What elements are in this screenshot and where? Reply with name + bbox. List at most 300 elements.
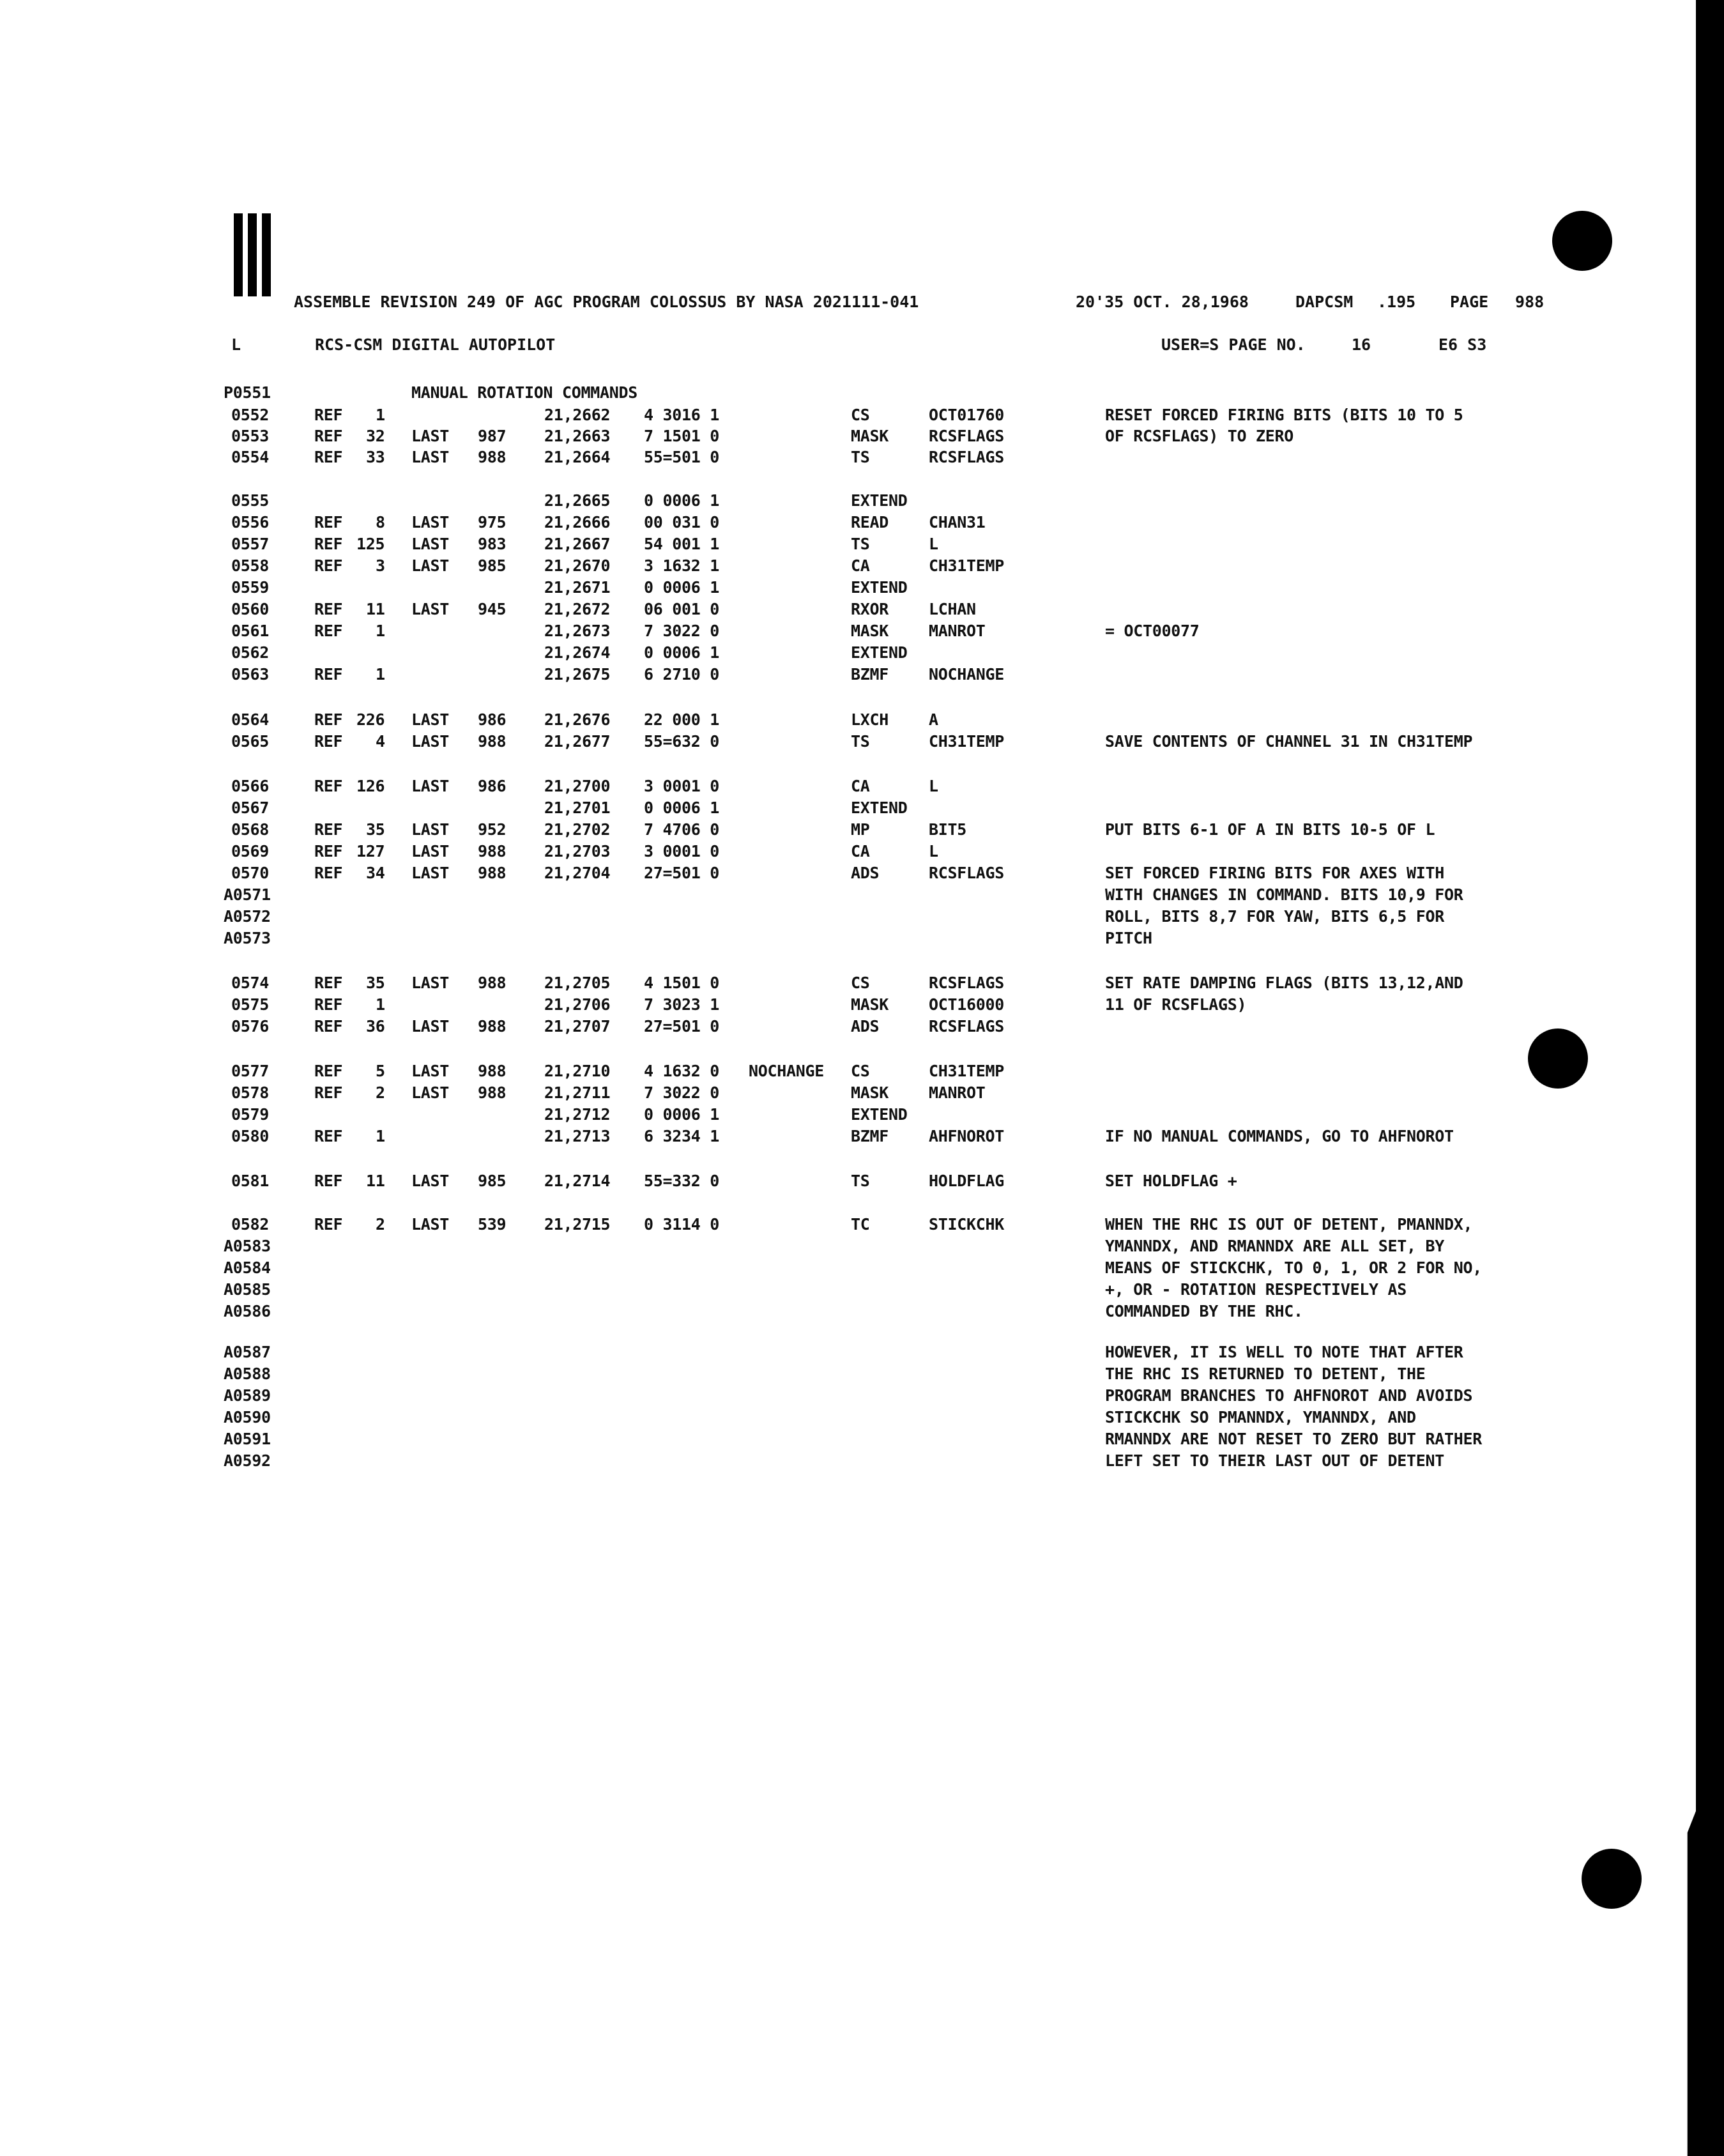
opcode: EXTEND [851,643,908,662]
octal-code: 22 000 1 [644,710,720,729]
address: 21,2665 [544,491,611,510]
operand: NOCHANGE [929,665,1005,684]
listing-row [0,1428,1696,1450]
operand: CHAN31 [929,513,986,531]
octal-code: 6 3234 1 [644,1127,720,1145]
opcode: CA [851,556,870,575]
octal-code: 55=332 0 [644,1172,720,1190]
address: 21,2711 [544,1083,611,1102]
line-number: A0589 [224,1386,271,1405]
remark: RESET FORCED FIRING BITS (BITS 10 TO 5 [1105,406,1463,424]
operand: STICKCHK [929,1215,1005,1234]
octal-code: 0 0006 1 [644,578,720,597]
line-number: A0572 [224,907,271,926]
listing-row [0,1301,1696,1322]
ref-flag: REF [314,622,343,640]
octal-code: 7 3023 1 [644,995,720,1014]
last-page: 985 [478,556,507,575]
listing-row [0,797,1696,819]
address: 21,2705 [544,974,611,992]
listing-row [0,1214,1696,1235]
ref-count: 1 [376,622,385,640]
last-label: LAST [411,777,450,795]
line-number: 0575 [231,995,270,1014]
remark: YMANNDX, AND RMANNDX ARE ALL SET, BY [1105,1237,1445,1255]
address: 21,2707 [544,1017,611,1036]
line-number: A0590 [224,1408,271,1426]
listing-row [0,1342,1696,1363]
listing-row [0,709,1696,731]
ref-flag: REF [314,864,343,882]
listing-row [0,972,1696,994]
ref-flag: REF [314,513,343,531]
remark: WHEN THE RHC IS OUT OF DETENT, PMANNDX, [1105,1215,1473,1234]
line-number: A0571 [224,885,271,904]
remark: IF NO MANUAL COMMANDS, GO TO AHFNOROT [1105,1127,1454,1145]
opcode: TS [851,1172,870,1190]
operand: OCT01760 [929,406,1005,424]
ref-flag: REF [314,600,343,618]
listing-row [0,1450,1696,1472]
ref-count: 125 [356,535,385,553]
ref-flag: REF [314,710,343,729]
line-number: 0553 [231,427,270,445]
address: 21,2714 [544,1172,611,1190]
opcode: EXTEND [851,1105,908,1124]
operand: RCSFLAGS [929,864,1005,882]
octal-code: 54 001 1 [644,535,720,553]
octal-code: 55=632 0 [644,732,720,751]
listing-row [0,555,1696,577]
address: 21,2703 [544,842,611,860]
line-number: A0586 [224,1302,271,1320]
opcode: MASK [851,1083,889,1102]
last-page: 975 [478,513,507,531]
listing-row [0,1060,1696,1082]
line-number: A0583 [224,1237,271,1255]
address: 21,2662 [544,406,611,424]
line-number: A0584 [224,1258,271,1277]
line-number: 0570 [231,864,270,882]
ref-count: 127 [356,842,385,860]
last-page: 945 [478,600,507,618]
octal-code: 27=501 0 [644,1017,720,1036]
address: 21,2676 [544,710,611,729]
line-number: 0552 [231,406,270,424]
operand: L [929,535,938,553]
remark: PITCH [1105,929,1152,947]
ref-count: 3 [376,556,385,575]
line-number: A0573 [224,929,271,947]
section-comment: MANUAL ROTATION COMMANDS [411,383,638,402]
remark: OF RCSFLAGS) TO ZERO [1105,427,1294,445]
opcode: LXCH [851,710,889,729]
last-label: LAST [411,1083,450,1102]
address: 21,2663 [544,427,611,445]
opcode: READ [851,513,889,531]
ref-flag: REF [314,1062,343,1080]
ref-flag: REF [314,535,343,553]
opcode: ADS [851,864,880,882]
users-page-number: 16 [1352,335,1371,354]
address: 21,2671 [544,578,611,597]
last-page: 988 [478,732,507,751]
ref-count: 2 [376,1083,385,1102]
remark: LEFT SET TO THEIR LAST OUT OF DETENT [1105,1451,1445,1470]
line-number: A0585 [224,1280,271,1299]
last-label: LAST [411,1017,450,1036]
address: 21,2712 [544,1105,611,1124]
octal-code: 3 0001 0 [644,777,720,795]
line-number: 0556 [231,513,270,531]
line-number: 0558 [231,556,270,575]
ref-flag: REF [314,974,343,992]
last-label: LAST [411,427,450,445]
line-number: 0577 [231,1062,270,1080]
line-number: 0578 [231,1083,270,1102]
ref-count: 11 [366,600,385,618]
octal-code: 0 0006 1 [644,799,720,817]
line-number: 0569 [231,842,270,860]
last-page: 987 [478,427,507,445]
last-page: 988 [478,974,507,992]
header-datetime: 20'35 OCT. 28,1968 [1076,293,1249,311]
line-number: 0554 [231,448,270,466]
operand: MANROT [929,622,986,640]
operand: L [929,842,938,860]
listing-row [0,382,1696,404]
line-number: 0561 [231,622,270,640]
opcode: TS [851,535,870,553]
last-page: 988 [478,448,507,466]
ref-flag: REF [314,732,343,751]
listing-row [0,1170,1696,1192]
operand: HOLDFLAG [929,1172,1005,1190]
octal-code: 3 1632 1 [644,556,720,575]
opcode: EXTEND [851,491,908,510]
last-label: LAST [411,842,450,860]
address: 21,2675 [544,665,611,684]
ref-flag: REF [314,1172,343,1190]
opcode: CS [851,974,870,992]
line-number: 0560 [231,600,270,618]
listing-row [0,862,1696,884]
ref-count: 35 [366,974,385,992]
line-number: 0579 [231,1105,270,1124]
ref-flag: REF [314,842,343,860]
remark: PROGRAM BRANCHES TO AHFNOROT AND AVOIDS [1105,1386,1473,1405]
opcode: ADS [851,1017,880,1036]
listing-row [0,1126,1696,1147]
address: 21,2666 [544,513,611,531]
line-number: 0563 [231,665,270,684]
line-number: 0581 [231,1172,270,1190]
remark: 11 OF RCSFLAGS) [1105,995,1247,1014]
octal-code: 7 3022 0 [644,622,720,640]
opcode: MASK [851,995,889,1014]
ref-count: 4 [376,732,385,751]
ref-count: 32 [366,427,385,445]
address: 21,2701 [544,799,611,817]
listing-row [0,620,1696,642]
address: 21,2702 [544,820,611,839]
ref-flag: REF [314,995,343,1014]
last-label: LAST [411,732,450,751]
ref-count: 33 [366,448,385,466]
ref-count: 5 [376,1062,385,1080]
remark: RMANNDX ARE NOT RESET TO ZERO BUT RATHER [1105,1430,1483,1448]
remark: SAVE CONTENTS OF CHANNEL 31 IN CH31TEMP [1105,732,1473,751]
remark: +, OR - ROTATION RESPECTIVELY AS [1105,1280,1407,1299]
ref-flag: REF [314,665,343,684]
octal-code: 27=501 0 [644,864,720,882]
listing-row [0,928,1696,949]
listing-subheader [0,335,1696,361]
opcode: MP [851,820,870,839]
address: 21,2704 [544,864,611,882]
octal-code: 06 001 0 [644,600,720,618]
operand: AHFNOROT [929,1127,1005,1145]
punch-hole-top [1552,211,1612,271]
listing-row [0,599,1696,620]
octal-code: 4 1632 0 [644,1062,720,1080]
address: 21,2677 [544,732,611,751]
opcode: EXTEND [851,578,908,597]
last-page: 986 [478,777,507,795]
last-page: 952 [478,820,507,839]
remark: WITH CHANGES IN COMMAND. BITS 10,9 FOR [1105,885,1463,904]
punch-hole-bottom [1582,1849,1642,1909]
line-number: A0588 [224,1365,271,1383]
listing-row [0,1279,1696,1301]
octal-code: 55=501 0 [644,448,720,466]
listing-row [0,841,1696,862]
ref-flag: REF [314,1215,343,1234]
listing-row [0,577,1696,599]
line-number: 0555 [231,491,270,510]
ref-flag: REF [314,777,343,795]
operand: OCT16000 [929,995,1005,1014]
ref-count: 11 [366,1172,385,1190]
listing-row [0,1235,1696,1257]
last-label: LAST [411,1215,450,1234]
opcode: BZMF [851,665,889,684]
octal-code: 0 0006 1 [644,643,720,662]
opcode: TS [851,448,870,466]
operand: L [929,777,938,795]
last-page: 986 [478,710,507,729]
last-label: LAST [411,513,450,531]
last-label: LAST [411,535,450,553]
last-page: 988 [478,842,507,860]
address: 21,2713 [544,1127,611,1145]
listing-row [0,994,1696,1016]
remark: STICKCHK SO PMANNDX, YMANNDX, AND [1105,1408,1416,1426]
ref-count: 36 [366,1017,385,1036]
octal-code: 00 031 0 [644,513,720,531]
address: 21,2715 [544,1215,611,1234]
listing-row [0,642,1696,664]
listing-row [0,1257,1696,1279]
octal-code: 7 1501 0 [644,427,720,445]
address: 21,2706 [544,995,611,1014]
remark: = OCT00077 [1105,622,1200,640]
last-label: LAST [411,820,450,839]
ref-flag: REF [314,1083,343,1102]
ref-flag: REF [314,406,343,424]
ref-flag: REF [314,556,343,575]
header-code: .195 [1377,293,1416,311]
line-number: 0574 [231,974,270,992]
listing-row [0,1082,1696,1104]
listing-row [0,1385,1696,1407]
address: 21,2674 [544,643,611,662]
ref-flag: REF [314,1127,343,1145]
remark: HOWEVER, IT IS WELL TO NOTE THAT AFTER [1105,1343,1463,1361]
last-label: LAST [411,1172,450,1190]
ref-count: 2 [376,1215,385,1234]
operand: A [929,710,938,729]
listing-row [0,1363,1696,1385]
listing-row [0,906,1696,928]
remark: COMMANDED BY THE RHC. [1105,1302,1303,1320]
opcode: TC [851,1215,870,1234]
address: 21,2710 [544,1062,611,1080]
remark: SET RATE DAMPING FLAGS (BITS 13,12,AND [1105,974,1463,992]
listing-row [0,1016,1696,1037]
octal-code: 3 0001 0 [644,842,720,860]
line-number: 0557 [231,535,270,553]
line-number: A0591 [224,1430,271,1448]
ref-flag: REF [314,427,343,445]
ref-flag: REF [314,820,343,839]
remark: THE RHC IS RETURNED TO DETENT, THE [1105,1365,1426,1383]
subheader-ref: E6 S3 [1438,335,1487,354]
operand: CH31TEMP [929,1062,1005,1080]
octal-code: 4 1501 0 [644,974,720,992]
opcode: CS [851,406,870,424]
last-page: 988 [478,1062,507,1080]
line-number: A0592 [224,1451,271,1470]
line-number: 0568 [231,820,270,839]
ref-count: 35 [366,820,385,839]
last-label: LAST [411,448,450,466]
octal-code: 7 3022 0 [644,1083,720,1102]
ref-count: 8 [376,513,385,531]
line-number: 0565 [231,732,270,751]
listing-row [0,447,1696,468]
line-number: 0559 [231,578,270,597]
listing-row [0,1104,1696,1126]
line-number: 0576 [231,1017,270,1036]
listing-row [0,664,1696,685]
opcode: CA [851,777,870,795]
ref-count: 1 [376,406,385,424]
last-label: LAST [411,556,450,575]
last-label: LAST [411,710,450,729]
listing-row [0,819,1696,841]
octal-code: 4 3016 1 [644,406,720,424]
opcode: TS [851,732,870,751]
address: 21,2664 [544,448,611,466]
last-label: LAST [411,974,450,992]
operand: CH31TEMP [929,556,1005,575]
last-page: 988 [478,1017,507,1036]
listing-row [0,884,1696,906]
line-number: 0564 [231,710,270,729]
listing-row [0,731,1696,753]
octal-code: 6 2710 0 [644,665,720,684]
operand: BIT5 [929,820,967,839]
printer-bar-marks [231,213,276,296]
operand: RCSFLAGS [929,974,1005,992]
line-number: 0580 [231,1127,270,1145]
address: 21,2672 [544,600,611,618]
operand: RCSFLAGS [929,1017,1005,1036]
listing-row [0,512,1696,533]
scan-border [1696,0,1724,2156]
last-page: 985 [478,1172,507,1190]
opcode: CS [851,1062,870,1080]
last-label: LAST [411,864,450,882]
line-number: P0551 [224,383,271,402]
ref-flag: REF [314,448,343,466]
opcode: EXTEND [851,799,908,817]
header-title: ASSEMBLE REVISION 249 OF AGC PROGRAM COLOSSUS BY NASA 2021111-041 [294,293,919,311]
ref-count: 1 [376,665,385,684]
operand: RCSFLAGS [929,427,1005,445]
last-label: LAST [411,1062,450,1080]
opcode: MASK [851,622,889,640]
line-number: 0562 [231,643,270,662]
header-job: DAPCSM [1295,293,1354,311]
last-label: LAST [411,600,450,618]
last-page: 988 [478,864,507,882]
operand: LCHAN [929,600,976,618]
octal-code: 0 3114 0 [644,1215,720,1234]
line-number: 0582 [231,1215,270,1234]
ref-count: 126 [356,777,385,795]
listing-row [0,404,1696,426]
line-number: A0587 [224,1343,271,1361]
line-number: 0567 [231,799,270,817]
symbol-label: NOCHANGE [749,1062,825,1080]
header-page-label: PAGE [1450,293,1489,311]
listing-row [0,1407,1696,1428]
opcode: BZMF [851,1127,889,1145]
subheader-tag: L [231,335,241,354]
address: 21,2670 [544,556,611,575]
operand: MANROT [929,1083,986,1102]
ref-count: 1 [376,995,385,1014]
octal-code: 7 4706 0 [644,820,720,839]
remark: PUT BITS 6-1 OF A IN BITS 10-5 OF L [1105,820,1435,839]
address: 21,2667 [544,535,611,553]
ref-count: 226 [356,710,385,729]
ref-flag: REF [314,1017,343,1036]
section-title: RCS-CSM DIGITAL AUTOPILOT [315,335,556,354]
listing-row [0,490,1696,512]
listing-header [0,293,1696,318]
line-number: 0566 [231,777,270,795]
opcode: CA [851,842,870,860]
listing-row [0,533,1696,555]
address: 21,2673 [544,622,611,640]
listing-row [0,776,1696,797]
address: 21,2700 [544,777,611,795]
last-page: 983 [478,535,507,553]
ref-count: 1 [376,1127,385,1145]
